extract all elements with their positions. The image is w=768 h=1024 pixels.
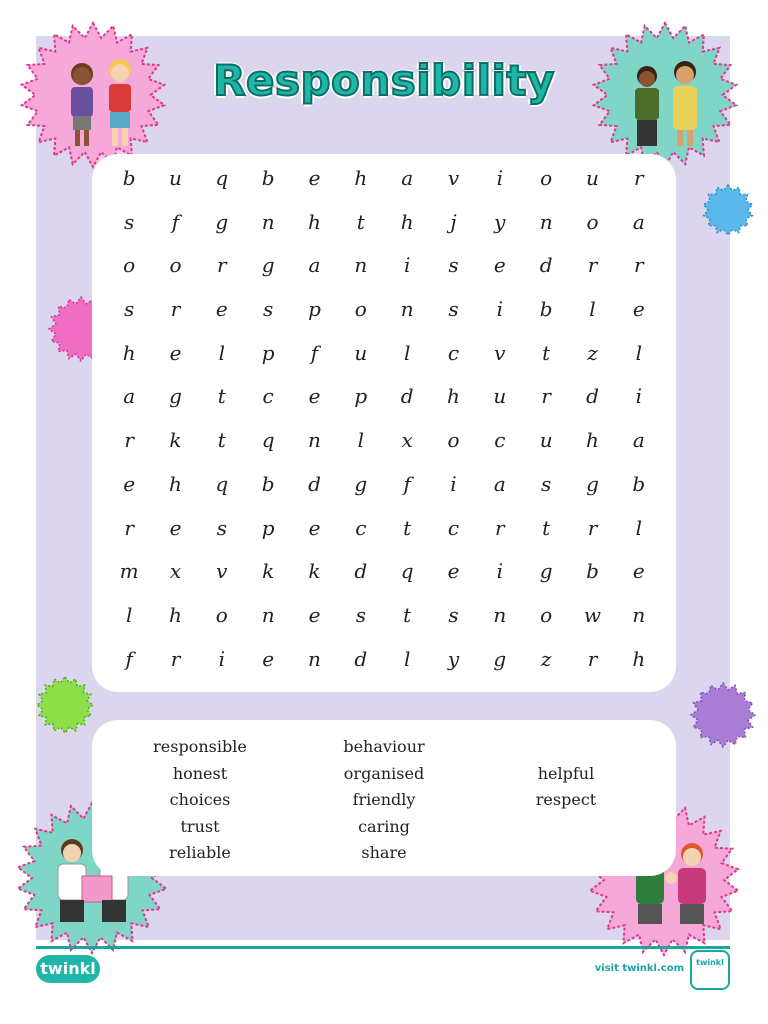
grid-letter[interactable]: a (401, 166, 414, 190)
grid-letter[interactable]: t (542, 340, 551, 365)
word-search-grid (106, 157, 662, 681)
grid-letter[interactable]: c (447, 515, 460, 540)
grid-letter[interactable]: o (540, 602, 553, 627)
grid-letter[interactable]: v (216, 559, 228, 584)
grid-letter[interactable]: i (496, 559, 504, 584)
grid-letter[interactable]: e (493, 253, 506, 278)
grid-letter[interactable]: o (215, 602, 228, 627)
grid-letter[interactable]: n (308, 428, 321, 453)
word-list-item: helpful (537, 763, 595, 783)
grid-letter[interactable]: h (169, 602, 182, 627)
grid-letter[interactable]: k (262, 559, 275, 584)
grid-letter[interactable]: h (447, 384, 460, 409)
grid-letter[interactable]: n (308, 646, 321, 671)
grid-letter[interactable]: r (170, 646, 181, 671)
grid-letter[interactable]: h (400, 209, 414, 234)
grid-letter[interactable]: d (354, 646, 368, 671)
twinkl-logo[interactable]: twinkl (36, 955, 100, 983)
grid-letter[interactable]: i (450, 471, 457, 496)
grid-letter[interactable]: i (403, 253, 411, 278)
grid-letter[interactable]: h (632, 646, 646, 671)
grid-letter[interactable]: c (494, 428, 506, 453)
grid-letter[interactable]: i (635, 384, 643, 409)
grid-letter[interactable]: n (493, 602, 507, 627)
grid-letter[interactable]: r (495, 515, 505, 540)
grid-letter[interactable]: j (450, 209, 457, 234)
grid-letter[interactable]: b (122, 166, 136, 190)
grid-letter[interactable]: b (539, 297, 553, 322)
grid-letter[interactable]: a (308, 253, 321, 278)
grid-letter[interactable]: l (403, 646, 411, 671)
grid-letter[interactable]: v (447, 166, 460, 190)
grid-letter[interactable]: d (586, 384, 599, 409)
grid-letter[interactable]: s (355, 602, 366, 627)
grid-letter[interactable]: q (261, 428, 275, 453)
grid-letter[interactable]: s (124, 209, 135, 234)
grid-letter[interactable]: l (357, 428, 365, 453)
grid-letter[interactable]: l (635, 515, 643, 540)
grid-letter[interactable]: b (632, 471, 646, 496)
word-list-item: responsible (153, 737, 247, 756)
grid-letter[interactable]: a (123, 384, 136, 409)
grid-letter[interactable]: f (171, 209, 180, 234)
grid-letter[interactable]: t (542, 515, 551, 540)
green-starburst-left (34, 674, 96, 736)
grid-letter[interactable]: s (448, 297, 459, 322)
grid-letter[interactable]: n (539, 209, 553, 234)
grid-letter[interactable]: u (169, 166, 182, 190)
word-list-item: honest (172, 763, 228, 783)
grid-letter[interactable]: r (634, 166, 644, 190)
grid-letter[interactable]: k (169, 428, 182, 453)
grid-letter[interactable]: o (169, 253, 182, 278)
grid-letter[interactable]: k (308, 559, 321, 584)
purple-starburst-right (688, 680, 758, 750)
grid-letter[interactable]: p (261, 515, 275, 540)
grid-letter[interactable]: h (169, 471, 182, 496)
grid-letter[interactable]: t (217, 384, 226, 409)
grid-letter[interactable]: r (124, 515, 134, 540)
word-list-column (110, 734, 290, 867)
grid-letter[interactable]: a (493, 471, 506, 496)
grid-letter[interactable]: n (261, 209, 275, 234)
grid-letter[interactable]: b (261, 166, 275, 190)
grid-letter[interactable]: s (124, 297, 135, 322)
grid-letter[interactable]: r (587, 515, 598, 540)
grid-letter[interactable]: b (586, 559, 599, 584)
grid-letter[interactable]: s (448, 602, 459, 627)
word-list-item: choices (169, 790, 231, 809)
word-list-item: reliable (169, 843, 231, 862)
grid-letter[interactable]: e (308, 515, 321, 540)
grid-letter[interactable]: d (354, 559, 368, 584)
grid-letter[interactable]: e (262, 646, 275, 671)
grid-letter[interactable]: o (586, 209, 599, 234)
grid-letter[interactable]: n (400, 297, 414, 322)
grid-letter[interactable]: n (261, 602, 275, 627)
grid-letter[interactable]: u (354, 340, 368, 365)
grid-letter[interactable]: m (119, 559, 139, 584)
grid-letter[interactable]: s (541, 471, 552, 496)
grid-letter[interactable]: c (262, 384, 274, 409)
grid-letter[interactable]: t (403, 602, 412, 627)
grid-letter[interactable]: t (403, 515, 412, 540)
grid-letter[interactable]: c (355, 515, 367, 540)
grid-letter[interactable]: p (354, 384, 368, 409)
grid-letter[interactable]: h (354, 166, 368, 190)
blue-starburst-right (700, 182, 756, 238)
grid-letter[interactable]: y (494, 209, 506, 234)
grid-letter[interactable]: c (447, 340, 460, 365)
grid-letter[interactable]: e (632, 559, 645, 584)
grid-letter[interactable]: y (447, 646, 460, 671)
visit-link[interactable]: visit twinkl.com (594, 963, 684, 974)
grid-letter[interactable]: s (448, 253, 459, 278)
grid-letter[interactable]: q (215, 166, 229, 190)
grid-letter[interactable]: d (539, 253, 553, 278)
grid-letter[interactable]: e (169, 340, 182, 365)
grid-letter[interactable]: e (308, 166, 321, 190)
grid-letter[interactable]: t (356, 209, 365, 234)
grid-letter[interactable]: r (124, 428, 134, 453)
word-list-item (476, 734, 656, 761)
grid-letter[interactable]: d (400, 384, 414, 409)
grid-letter[interactable]: z (587, 340, 598, 365)
grid-letter[interactable]: x (401, 428, 413, 453)
grid-letter[interactable]: w (583, 602, 602, 627)
grid-letter[interactable]: e (123, 471, 136, 496)
word-list-item: caring (358, 816, 410, 836)
grid-letter[interactable]: e (308, 602, 321, 627)
grid-letter[interactable]: e (169, 515, 182, 540)
grid-letter[interactable]: h (586, 428, 599, 453)
word-list-item: respect (535, 790, 597, 809)
grid-letter[interactable]: r (217, 253, 227, 278)
grid-letter[interactable]: d (308, 471, 321, 496)
grid-letter[interactable]: z (540, 646, 552, 671)
grid-letter[interactable]: l (218, 340, 226, 365)
grid-letter[interactable]: e (632, 297, 645, 322)
word-list-item: behaviour (343, 737, 425, 756)
grid-letter[interactable]: q (400, 559, 414, 584)
grid-letter[interactable]: f (310, 340, 319, 365)
grid-letter[interactable]: b (261, 471, 275, 496)
grid-letter[interactable]: i (496, 297, 504, 322)
grid-letter[interactable]: s (263, 297, 274, 322)
word-list-column (476, 734, 656, 814)
word-list-item: friendly (352, 790, 416, 809)
grid-letter[interactable]: o (354, 297, 367, 322)
grid-letter[interactable]: r (541, 384, 551, 409)
grid-letter[interactable]: o (540, 166, 553, 190)
grid-letter[interactable]: f (403, 471, 411, 496)
grid-letter[interactable]: f (125, 646, 133, 671)
grid-letter[interactable]: i (218, 646, 226, 671)
grid-letter[interactable]: e (308, 384, 321, 409)
grid-letter[interactable]: l (589, 297, 596, 322)
grid-letter[interactable]: h (308, 209, 321, 234)
quality-badge: twinkl (690, 950, 730, 990)
grid-letter[interactable]: u (539, 428, 553, 453)
grid-letter[interactable]: o (447, 428, 460, 453)
grid-letter[interactable]: i (496, 166, 504, 190)
grid-letter[interactable]: l (125, 602, 133, 627)
word-list-item: trust (180, 816, 220, 836)
grid-letter[interactable]: e (447, 559, 460, 584)
grid-letter[interactable]: v (494, 340, 506, 365)
grid-letter[interactable]: p (261, 340, 275, 365)
grid-letter[interactable]: r (170, 297, 181, 322)
footer-divider (36, 946, 730, 949)
word-list-item: share (361, 843, 407, 862)
grid-letter[interactable]: e (215, 297, 228, 322)
grid-letter[interactable]: r (634, 253, 644, 278)
grid-letter[interactable]: g (169, 384, 182, 409)
grid-letter[interactable]: n (354, 253, 368, 278)
word-list-item: organised (343, 763, 425, 783)
grid-letter[interactable]: r (587, 253, 598, 278)
grid-letter[interactable]: o (123, 253, 136, 278)
grid-letter[interactable]: u (493, 384, 507, 409)
grid-letter[interactable]: x (169, 559, 182, 584)
grid-letter[interactable]: g (539, 559, 553, 584)
grid-letter[interactable]: l (403, 340, 411, 365)
grid-letter[interactable]: s (216, 515, 227, 540)
grid-letter[interactable]: g (586, 471, 599, 496)
grid-letter[interactable]: n (632, 602, 646, 627)
page-title: Responsibility (213, 56, 555, 105)
grid-letter[interactable]: g (215, 209, 229, 234)
word-list-column (294, 734, 474, 867)
grid-letter[interactable]: g (493, 646, 507, 671)
grid-letter[interactable]: r (587, 646, 598, 671)
grid-letter[interactable]: h (122, 340, 136, 365)
grid-letter[interactable]: u (586, 166, 599, 190)
grid-letter[interactable]: p (308, 297, 321, 322)
grid-letter[interactable]: a (632, 428, 645, 453)
grid-letter[interactable]: t (217, 428, 226, 453)
grid-letter[interactable]: q (215, 471, 229, 496)
grid-letter[interactable]: l (635, 340, 643, 365)
grid-letter[interactable]: a (632, 209, 645, 234)
grid-letter[interactable]: g (261, 253, 275, 278)
grid-letter[interactable]: g (354, 471, 368, 496)
